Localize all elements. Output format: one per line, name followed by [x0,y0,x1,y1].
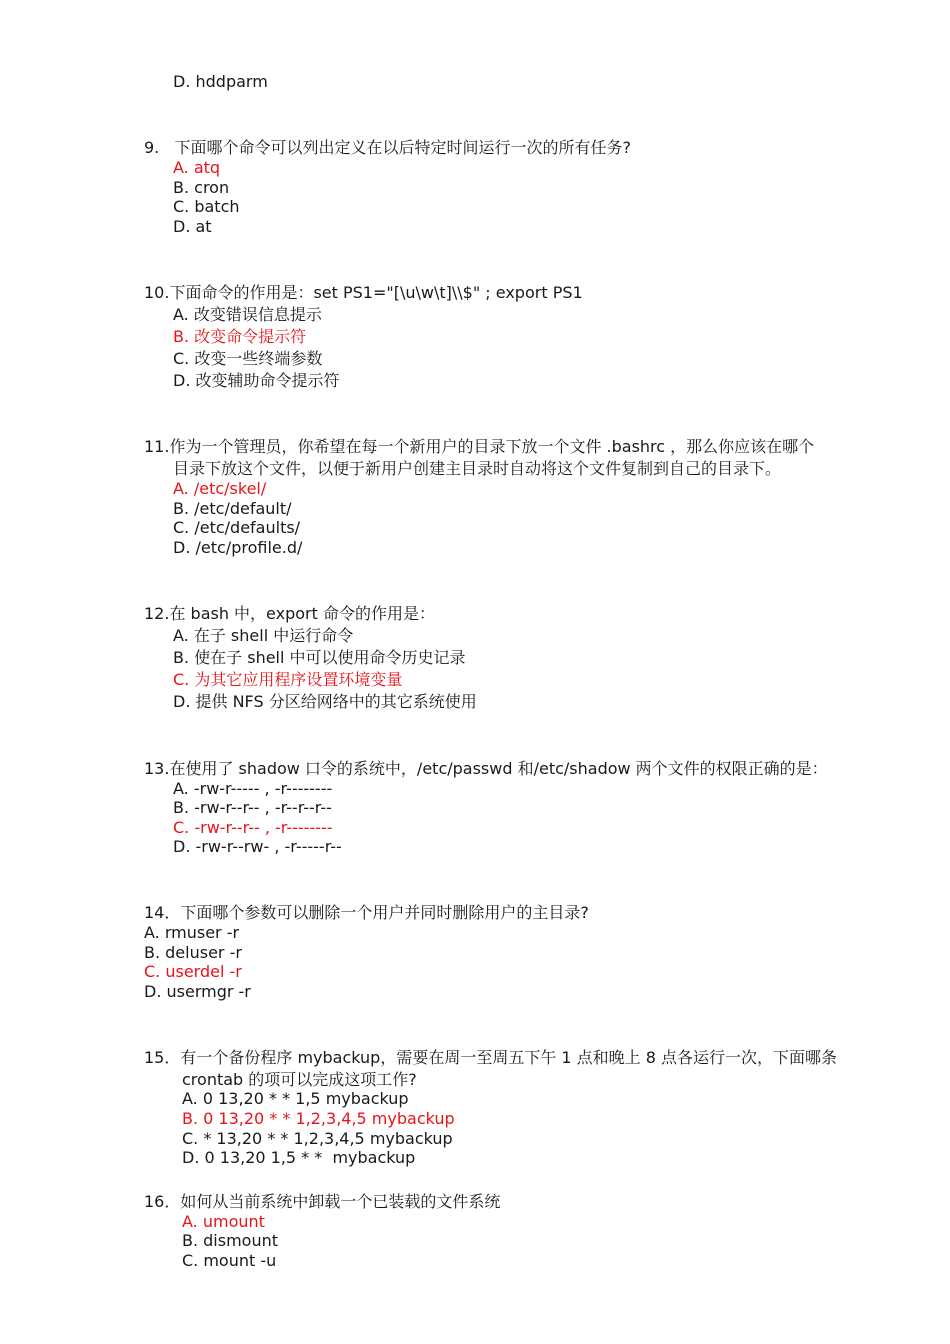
option-d: D. /etc/profile.d/ [173,538,303,557]
option-d: D. 0 13,20 1,5 * * mybackup [182,1148,416,1167]
option-b-answer: B. 0 13,20 * * 1,2,3,4,5 mybackup [182,1109,455,1128]
question-text-line1: 11.作为一个管理员，你希望在每一个新用户的目录下放一个文件 .bashrc ，那么你应该在哪个 [144,437,815,456]
option-c-answer: C. 为其它应用程序设置环境变量 [173,670,403,689]
option-d: D. hddparm [173,72,268,91]
option-d: D. -rw-r--rw- , -r-----r-- [173,837,342,856]
option-a-answer: A. /etc/skel/ [173,479,267,498]
option-c: C. mount -u [182,1251,277,1270]
option-b-answer: B. 改变命令提示符 [173,327,307,346]
option-a: A. 0 13,20 * * 1,5 mybackup [182,1089,409,1108]
option-b: B. -rw-r--r-- , -r--r--r-- [173,798,332,817]
question-text: 9. 下面哪个命令可以列出定义在以后特定时间运行一次的所有任务? [144,138,632,157]
option-b: B. /etc/default/ [173,499,292,518]
question-text: 16．如何从当前系统中卸载一个已装载的文件系统 [144,1192,501,1211]
option-c-answer: C. -rw-r--r-- , -r-------- [173,818,333,837]
question-text: 13.在使用了 shadow 口令的系统中，/etc/passwd 和/etc/shadow 两个文件的权限正确的是： [144,759,828,778]
option-c: C. batch [173,197,240,216]
question-text: 12.在 bash 中，export 命令的作用是： [144,604,435,623]
option-d: D. 提供 NFS 分区给网络中的其它系统使用 [173,692,477,711]
option-a-answer: A. umount [182,1212,265,1231]
option-b: B. 使在子 shell 中可以使用命令历史记录 [173,648,466,667]
option-a: A. 在子 shell 中运行命令 [173,626,354,645]
option-a: A. -rw-r----- , -r-------- [173,779,333,798]
question-text-line1: 15．有一个备份程序 mybackup，需要在周一至周五下午 1 点和晚上 8 点各运行一次，下面哪条 [144,1048,838,1067]
option-d: D. usermgr -r [144,982,251,1001]
option-b: B. cron [173,178,230,197]
option-a: A. rmuser -r [144,923,240,942]
question-text-line2: 目录下放这个文件，以便于新用户创建主目录时自动将这个文件复制到自己的目录下。 [173,459,782,478]
option-c-answer: C. userdel -r [144,962,242,981]
option-d: D. at [173,217,212,236]
option-c: C. * 13,20 * * 1,2,3,4,5 mybackup [182,1129,453,1148]
option-b: B. deluser -r [144,943,242,962]
question-text: 14．下面哪个参数可以删除一个用户并同时删除用户的主目录? [144,903,589,922]
option-a-answer: A. atq [173,158,221,177]
option-b: B. dismount [182,1231,279,1250]
option-c: C. /etc/defaults/ [173,518,301,537]
option-c: C. 改变一些终端参数 [173,349,323,368]
option-d: D. 改变辅助命令提示符 [173,371,340,390]
question-text: 10.下面命令的作用是：set PS1="[\u\w\t]\\$" ; export PS1 [144,283,583,302]
option-a: A. 改变错误信息提示 [173,305,322,324]
question-text-line2: crontab 的项可以完成这项工作? [182,1070,417,1089]
